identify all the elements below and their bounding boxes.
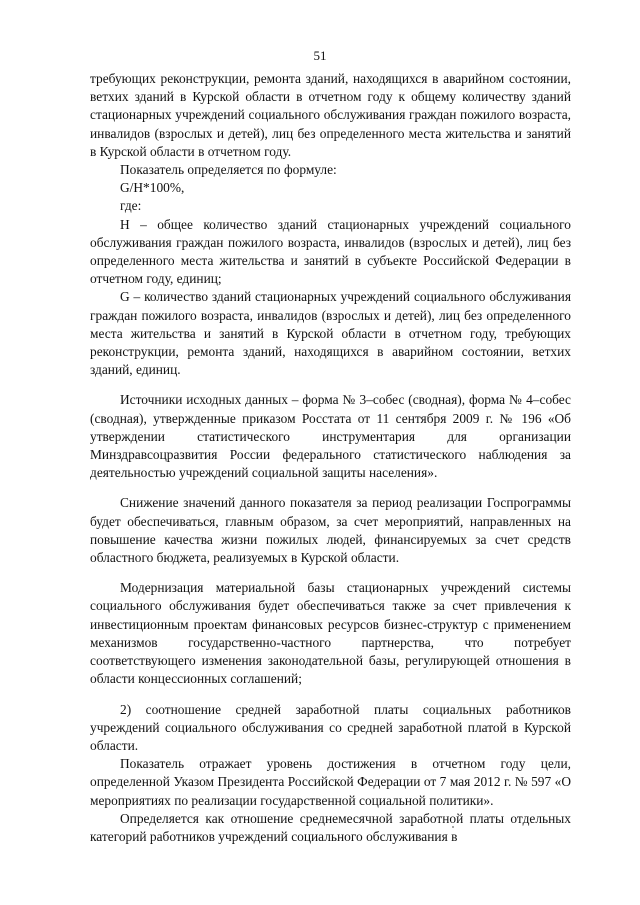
paragraph-item-2: 2) соотношение средней заработной платы социальных работников учреждений социального обслуживания со средней заработной платой в Курской области. [90,701,571,753]
page-number: 51 [313,48,327,63]
paragraph-sources: Источники исходных данных – форма № 3–собес (сводная), форма № 4–собес (сводная), утвержденные приказом Росстата от 11 сентября 2009 г. № 196 «Об утверждении статистического инструментария для организации Минздравсоцразвития России федерального статистического наблюдения за деятельностью учреждений социальной защиты населения». [90,392,571,481]
paragraph-definition: Определяется как отношение среднемесячной заработной платы отдельных категорий работников учреждений социального обслуживания в [90,810,571,844]
paragraph-where: где: [120,198,142,214]
paragraph-reduction: Снижение значений данного показателя за период реализации Госпрограммы будет обеспечиваться, главным образом, за счет мероприятий, направленных на повышение качества жизни пожилых людей, финансируемых за счет средств областного бюджета, реализуемых в Курской области. [90,495,571,566]
definition-g: G – количество зданий стационарных учреждений социального обслуживания граждан пожилого возраста, инвалидов (взрослых и детей), лиц без определенного места жительства и занятий в Курской области в отчетном году, требующих реконструкции, ремонта зданий, находящихся в аварийном состоянии, ветхих зданий, единиц. [90,289,571,378]
page-body [90,70,571,846]
paragraph-formula-intro: Показатель определяется по формуле: [120,162,337,178]
scan-speck [452,826,454,828]
formula: G/H*100%, [120,180,185,196]
paragraph-goal: Показатель отражает уровень достижения в отчетном году цели, определенной Указом Президента Российской Федерации от 7 мая 2012 г. № 597 «О мероприятиях по реализации государственной социальной политики». [90,756,571,808]
paragraph-continuation: требующих реконструкции, ремонта зданий, находящихся в аварийном состоянии, ветхих зданий в Курской области в отчетном году к общему количеству зданий стационарных учреждений социального обслуживания граждан пожилого возраста, инвалидов (взрослых и детей), лиц без определенного места жительства и занятий в Курской области в отчетном году. [90,71,571,159]
definition-h: H – общее количество зданий стационарных учреждений социального обслуживания граждан пожилого возраста, инвалидов (взрослых и детей), лиц без определенного места жительства и занятий в субъекте Российской Федерации в отчетном году, единиц; [90,216,571,287]
paragraph-modernization: Модернизация материальной базы стационарных учреждений системы социального обслуживания будет обеспечиваться также за счет привлечения к инвестиционным проектам финансовых ресурсов бизнес-структур с применением механизмов государственно-частного партнерства, что потребует соответствующего изменения законодательной базы, регулирующей отношения в области концессионных соглашений; [90,580,571,687]
